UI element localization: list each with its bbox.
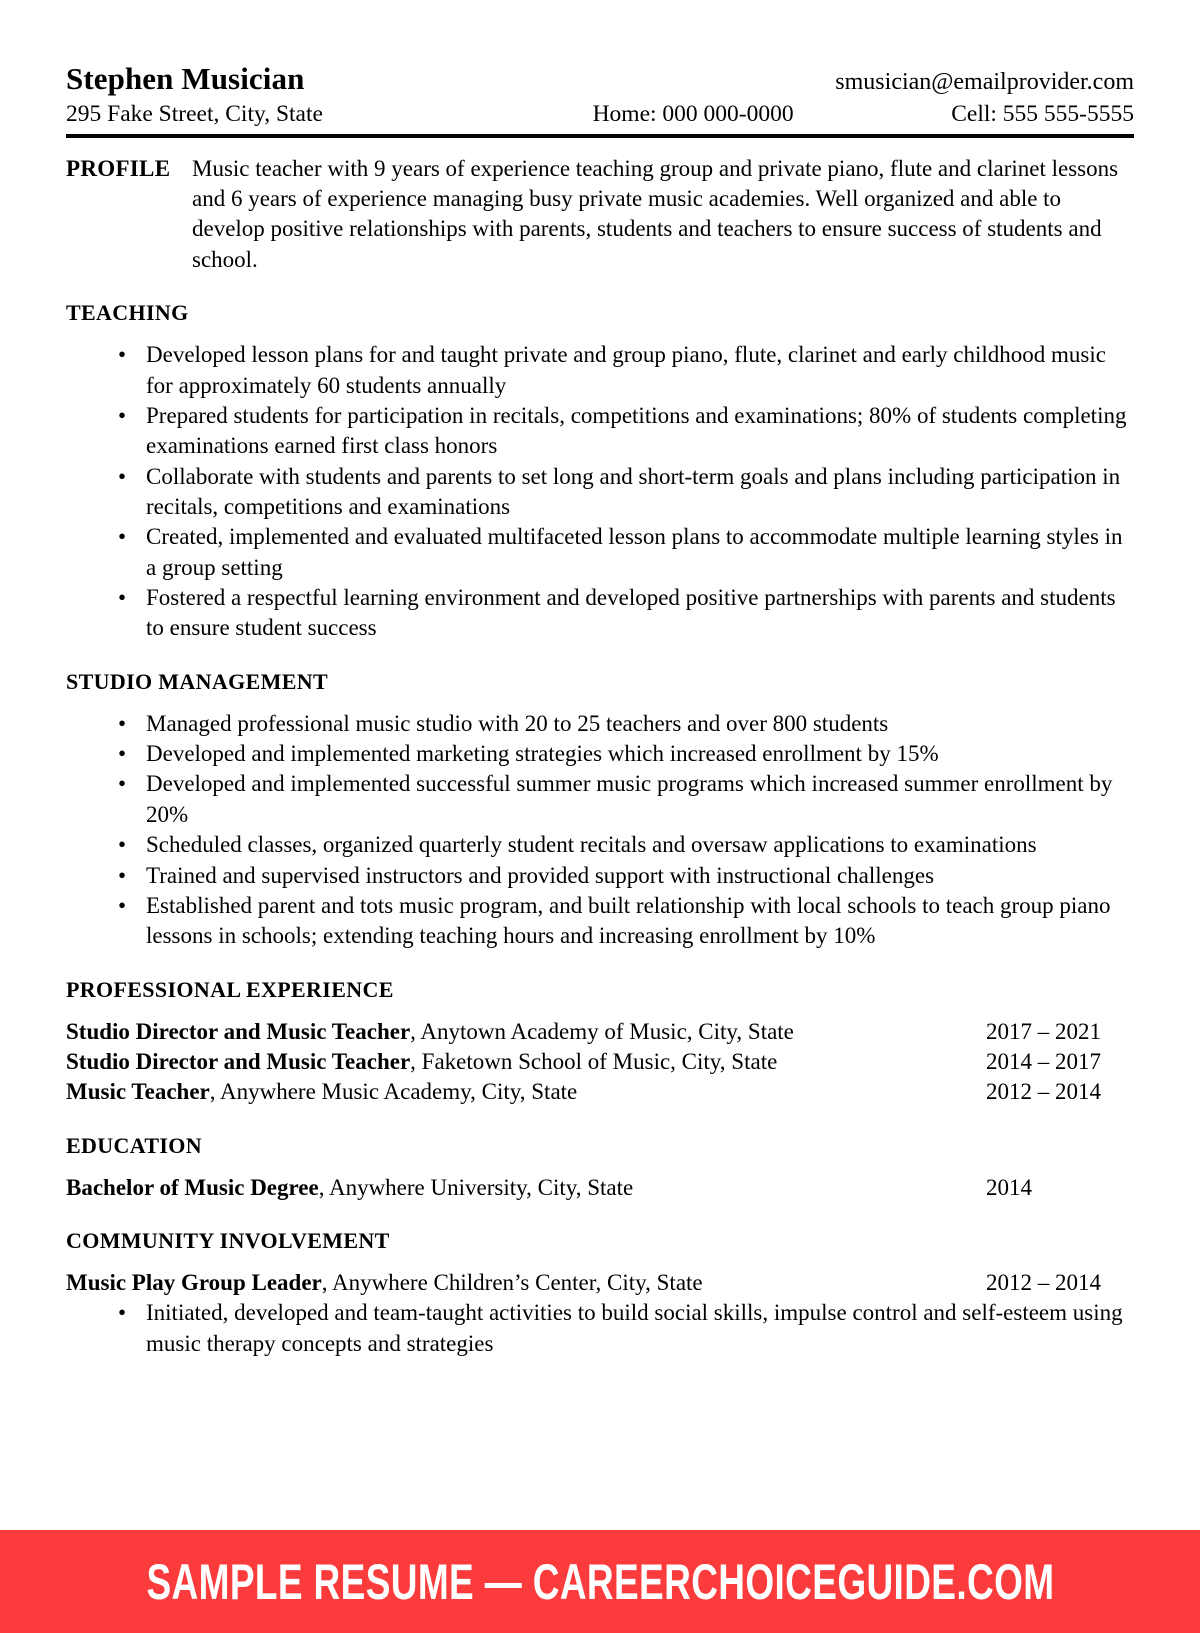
list-item-text: Established parent and tots music program, and built relationship with local schools to teach group piano lessons in schools; extending teaching hours and increasing enrollment by 10% <box>146 892 1111 949</box>
experience-detail: , Anywhere Music Academy, City, State <box>209 1079 578 1105</box>
community-row <box>66 1268 1134 1298</box>
community-detail: , Anywhere Children’s Center, City, State <box>321 1270 703 1296</box>
experience-dates: 2014 – 2017 <box>986 1048 1101 1074</box>
list-item-text: Developed lesson plans for and taught private and group piano, flute, clarinet and early childhood music for approximately 60 students annually <box>146 342 1106 398</box>
profile-section <box>66 154 1134 275</box>
bullet-icon: • <box>118 463 127 489</box>
experience-role: Music Teacher <box>66 1079 210 1105</box>
studio-management-bullet-list <box>66 709 1134 952</box>
candidate-address: 295 Fake Street, City, State <box>66 100 323 127</box>
list-item <box>114 709 1134 739</box>
candidate-name: Stephen Musician <box>66 61 305 96</box>
resume-content <box>66 0 1134 1359</box>
bullet-icon: • <box>118 1300 127 1326</box>
list-item-text: Collaborate with students and parents to set long and short-term goals and plans including participation in recitals, competitions and examinations <box>146 463 1121 519</box>
education-dates: 2014 <box>986 1174 1032 1200</box>
list-item-text: Prepared students for participation in recitals, competitions and examinations; 80% of students completing examinations earned first class honors <box>146 402 1127 459</box>
list-item <box>114 340 1134 401</box>
professional-experience-entries <box>66 1017 1134 1108</box>
community-title <box>66 1268 986 1298</box>
list-item-text: Scheduled classes, organized quarterly student recitals and oversaw applications to examinations <box>146 832 1037 858</box>
header-row-primary <box>66 62 1134 97</box>
list-item-text: Created, implemented and evaluated multifaceted lesson plans to accommodate multiple learning styles in a group setting <box>146 524 1123 580</box>
profile-text: Music teacher with 9 years of experience teaching group and private piano, flute and clarinet lessons and 6 years of experience managing busy private music academies. Well organized and able to develop positive relationships with parents, students and teachers to ensure success of students and school. <box>192 155 1119 272</box>
experience-row <box>66 1047 1134 1077</box>
header-divider <box>66 134 1134 138</box>
bullet-icon: • <box>118 771 127 797</box>
experience-detail: , Faketown School of Music, City, State <box>410 1048 778 1074</box>
bullet-icon: • <box>118 585 127 611</box>
bullet-icon: • <box>118 710 127 736</box>
list-item-text: Trained and supervised instructors and provided support with instructional challenges <box>146 862 935 888</box>
community-dates: 2012 – 2014 <box>986 1270 1101 1296</box>
candidate-cell-phone: Cell: 555 555-5555 <box>951 100 1134 127</box>
list-item <box>114 891 1134 952</box>
list-item <box>114 861 1134 891</box>
education-detail: , Anywhere University, City, State <box>318 1174 634 1200</box>
list-item <box>114 1298 1134 1359</box>
list-item-text: Developed and implemented successful summer music programs which increased summer enrollment by 20% <box>146 771 1113 827</box>
list-item <box>114 739 1134 769</box>
footer-banner <box>0 1530 1200 1633</box>
list-item-text: Fostered a respectful learning environment and developed positive partnerships with parents and students to ensure student success <box>146 585 1116 641</box>
experience-row <box>66 1077 1134 1107</box>
bullet-icon: • <box>118 892 127 918</box>
experience-dates: 2017 – 2021 <box>986 1018 1101 1044</box>
list-item <box>114 401 1134 462</box>
experience-row <box>66 1017 1134 1047</box>
list-item <box>114 583 1134 644</box>
section-title-studio-management: STUDIO MANAGEMENT <box>66 668 329 694</box>
education-title <box>66 1173 986 1203</box>
section-title-education: EDUCATION <box>66 1132 202 1158</box>
list-item-text: Developed and implemented marketing strategies which increased enrollment by 15% <box>146 741 939 767</box>
bullet-icon: • <box>118 342 127 368</box>
header-row-contact <box>66 101 1134 128</box>
bullet-icon: • <box>118 402 127 428</box>
section-title-community-involvement: COMMUNITY INVOLVEMENT <box>66 1228 390 1254</box>
candidate-home-phone: Home: 000 000-0000 <box>592 100 794 127</box>
section-title-teaching: TEACHING <box>66 300 189 326</box>
resume-header <box>66 0 1134 138</box>
education-row <box>66 1173 1134 1203</box>
community-involvement-entries <box>66 1268 1134 1359</box>
list-item <box>114 522 1134 583</box>
list-item-text: Initiated, developed and team-taught activities to build social skills, impulse control and self-esteem using music therapy concepts and strategies <box>146 1300 1123 1356</box>
list-item-text: Managed professional music studio with 20 to 25 teachers and over 800 students <box>146 710 889 736</box>
list-item <box>114 769 1134 830</box>
bullet-icon: • <box>118 741 127 767</box>
bullet-icon: • <box>118 862 127 888</box>
teaching-bullet-list <box>66 340 1134 644</box>
list-item <box>114 830 1134 860</box>
experience-role: Studio Director and Music Teacher <box>66 1018 411 1044</box>
community-bullet-list <box>66 1298 1134 1359</box>
profile-label: PROFILE <box>66 155 171 181</box>
bullet-icon: • <box>118 832 127 858</box>
experience-dates: 2012 – 2014 <box>986 1079 1101 1105</box>
experience-title <box>66 1077 986 1107</box>
list-item <box>114 462 1134 523</box>
education-entries <box>66 1173 1134 1203</box>
bullet-icon: • <box>118 524 127 550</box>
section-title-professional-experience: PROFESSIONAL EXPERIENCE <box>66 976 394 1002</box>
experience-title <box>66 1047 986 1077</box>
experience-title <box>66 1017 986 1047</box>
footer-banner-text: SAMPLE RESUME — CAREERCHOICEGUIDE.COM <box>146 1553 1054 1610</box>
experience-role: Studio Director and Music Teacher <box>66 1048 411 1074</box>
candidate-email: smusician@emailprovider.com <box>835 69 1134 95</box>
experience-detail: , Anytown Academy of Music, City, State <box>410 1018 794 1044</box>
community-role: Music Play Group Leader <box>66 1270 322 1296</box>
education-degree: Bachelor of Music Degree <box>66 1174 319 1200</box>
